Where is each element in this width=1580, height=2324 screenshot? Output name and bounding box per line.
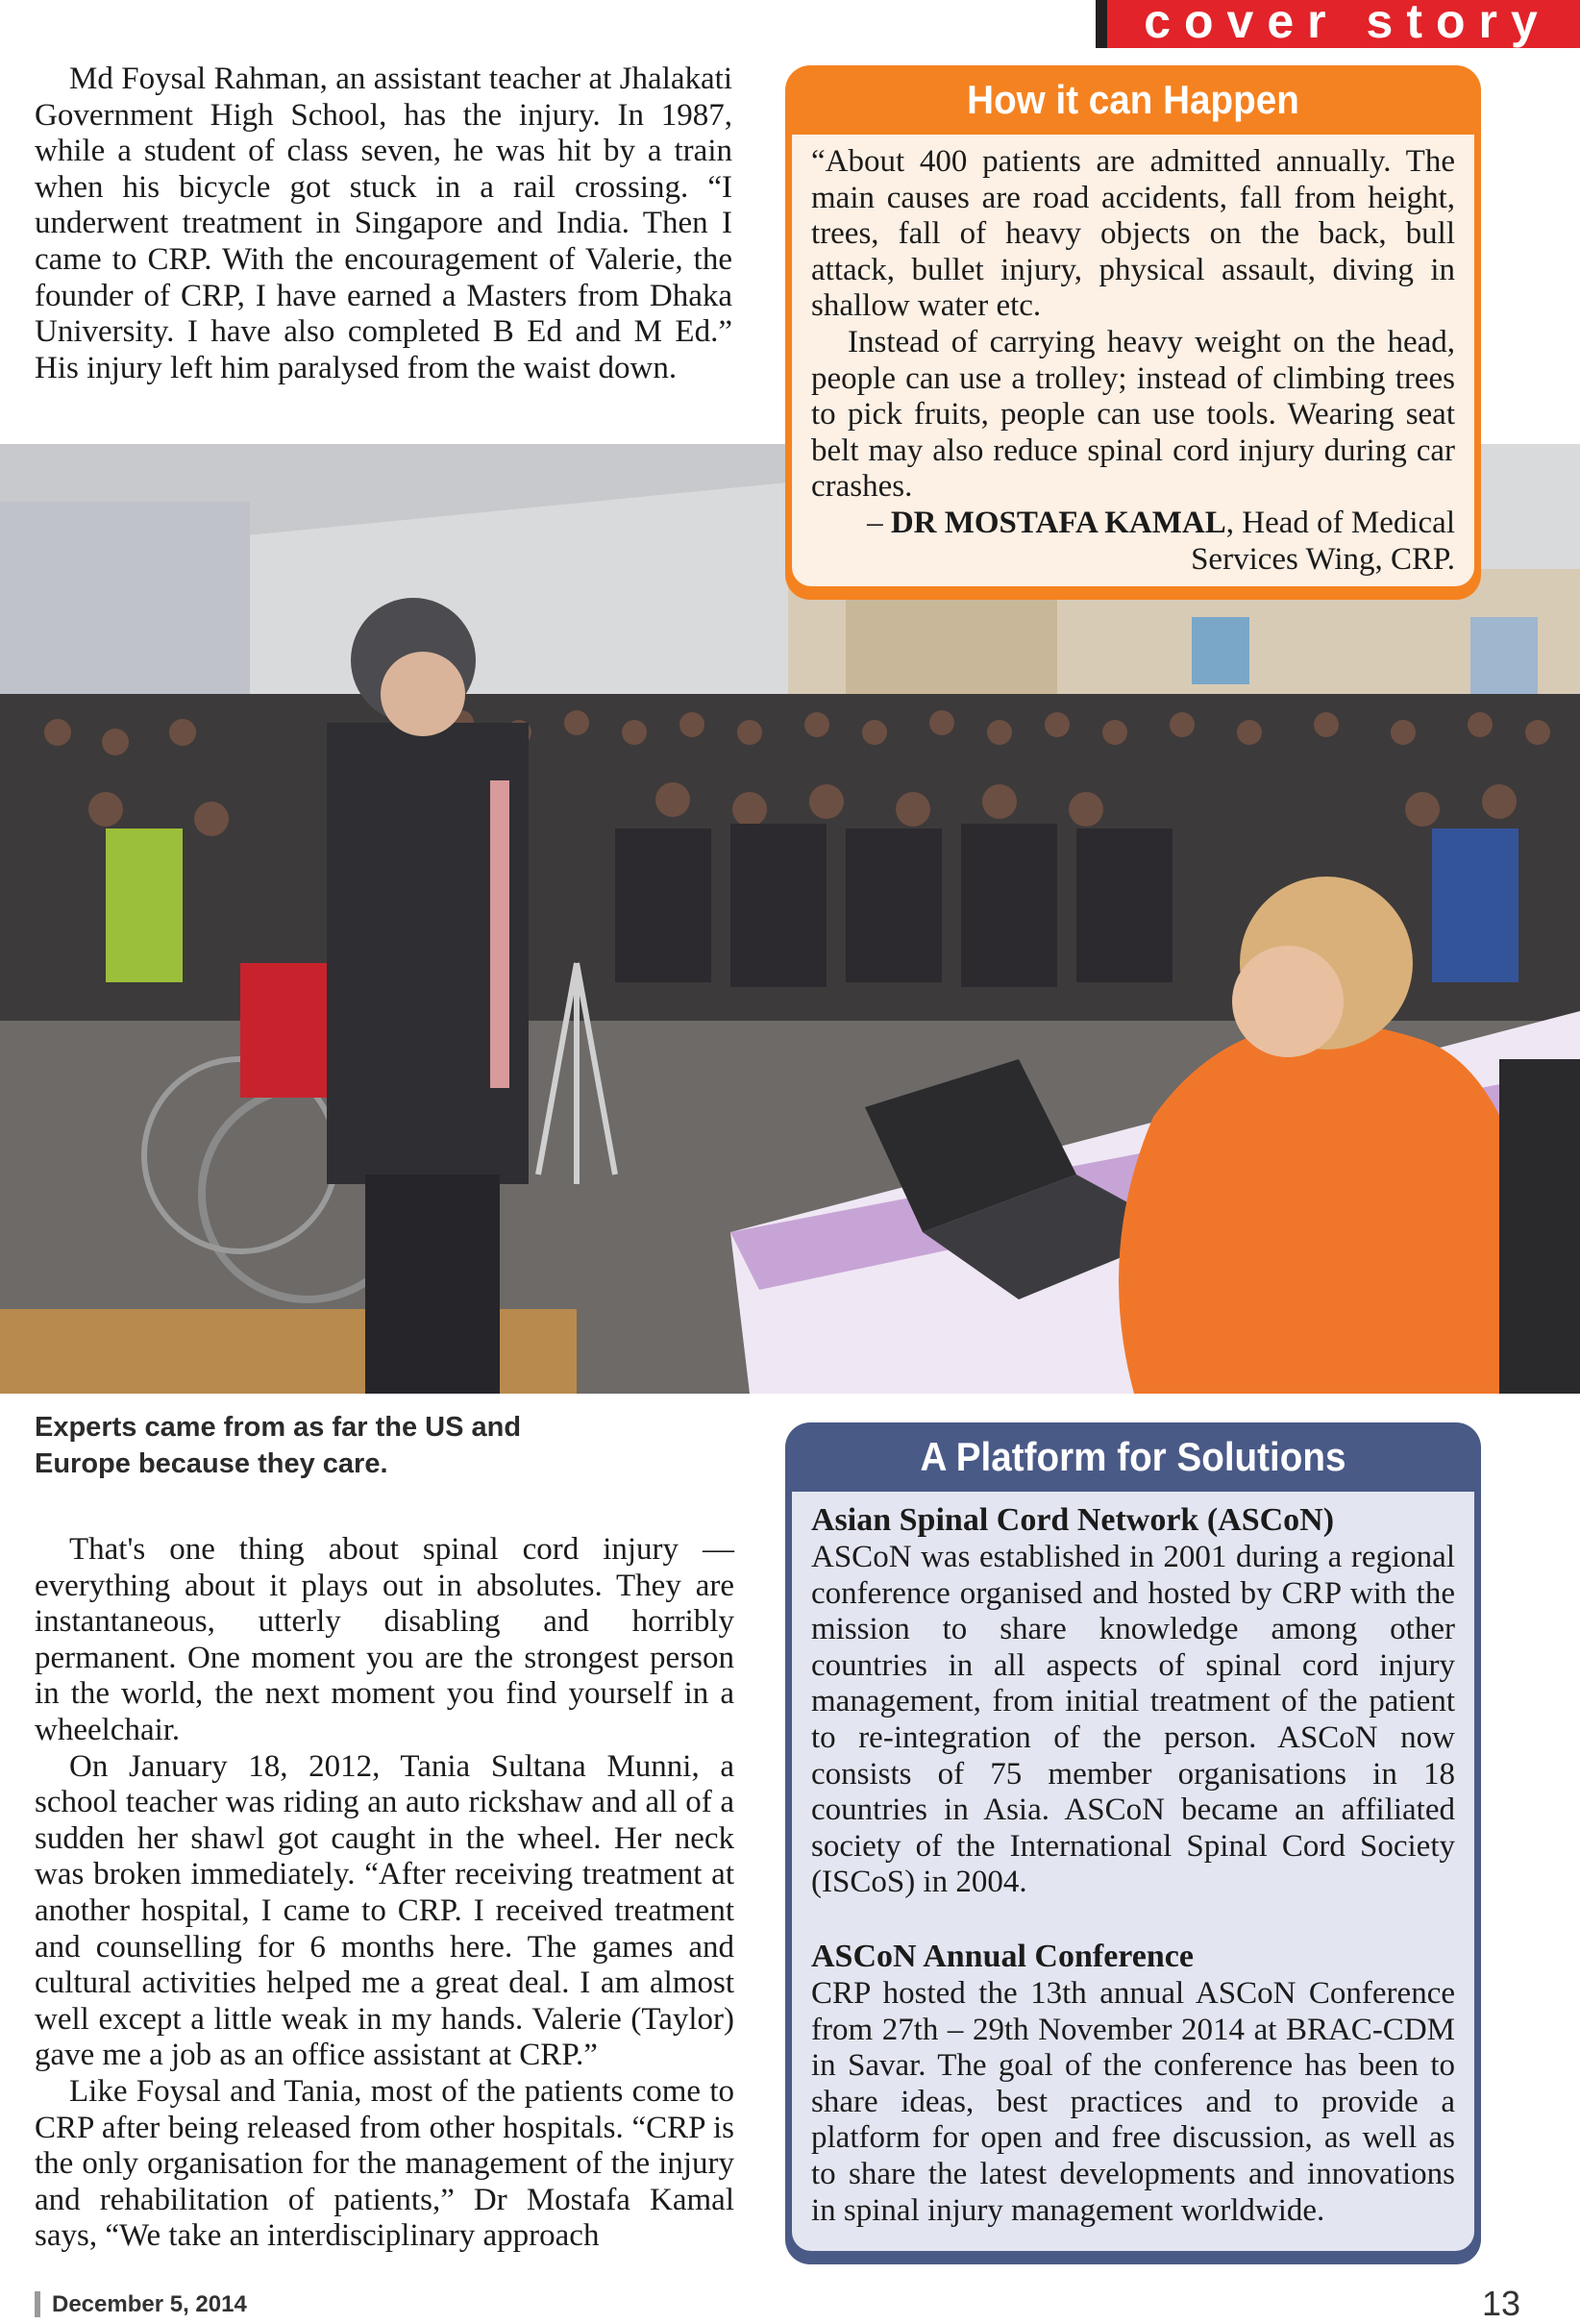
main-paragraph-1: That's one thing about spinal cord injury — everything about it plays out in absolutes. They are instantaneous, utterly disabling and horribly permanent. One moment you are the strongest person in the world, the next moment you find yourself in a wheelchair. (35, 1532, 734, 1747)
platform-body (792, 1492, 1474, 2251)
ascon-heading: Asian Spinal Cord Network (ASCoN) (811, 1502, 1335, 1538)
issue-date: December 5, 2014 (35, 2291, 247, 2317)
section-tag: cover story (1096, 0, 1580, 48)
happen-paragraph-2: Instead of carrying heavy weight on the head, people can use a trolley; instead of climbing trees to pick fruits, people can use tools. Wearing seat belt may also reduce spinal cord injury during car crashes. (811, 324, 1455, 505)
intro-paragraph: Md Foysal Rahman, an assistant teacher at Jhalakati Government High School, has the injury. In 1987, while a student of class seven, he was hit by a train when his bicycle got stuck in a rail crossing. “I underwent treatment in Singapore and India. Then I came to CRP. With the encouragement of Valerie, the founder of CRP, I have earned a Masters from Dhaka University. I have also completed B Ed and M Ed.” His injury left him paralysed from the waist down. (35, 62, 732, 385)
photo-caption: Experts came from as far the US and Europe because they care. (35, 1412, 522, 1479)
platform-for-solutions-box (785, 1422, 1481, 2264)
page-number: 13 (1481, 2284, 1520, 2323)
conference-heading: ASCoN Annual Conference (811, 1938, 1194, 1974)
main-paragraph-3: Like Foysal and Tania, most of the patients come to CRP after being released from other hospitals. “CRP is the only organisation for the management of the injury and rehabilitation of patients,” Dr Mostafa Kamal says, “We take an interdisciplinary approach (35, 2073, 734, 2254)
attribution-name: DR MOSTAFA KAMAL (890, 505, 1226, 540)
conference-paragraph: CRP hosted the 13th annual ASCoN Conference from 27th – 29th November 2014 at BRAC-CDM in Savar. The goal of the conference has been to share ideas, best practices and to provide a platform for open and free discussion, as well as to share the latest developments and innovations in spinal injury management worldwide. (811, 1975, 1455, 2228)
main-paragraph-2: On January 18, 2012, Tania Sultana Munni, a school teacher was riding an auto rickshaw and all of a sudden her shawl got caught in the wheel. Her neck was broken immediately. “After receiving treatment at another hospital, I came to CRP. I received treatment and counselling for 6 months here. The games and cultural activities helped me a great deal. I am almost well except a little weak in my hands. Valerie (Taylor) gave me a job as an office assistant at CRP.” (35, 1748, 734, 2073)
ascon-paragraph: ASCoN was established in 2001 during a regional conference organised and hosted by CRP with the mission to share knowledge among other countries in all aspects of spinal cord injury management, from initial treatment of the patient to re-integration of the person. ASCoN now consists of 75 member organisations in 18 countries in Asia. ASCoN became an affiliated society of the International Spinal Cord Society (ISCoS) in 2004. (811, 1540, 1455, 1900)
how-it-can-happen-body (792, 135, 1474, 586)
article-intro-column (35, 62, 732, 386)
happen-attribution (811, 506, 1455, 578)
platform-title: A Platform for Solutions (920, 1434, 1346, 1479)
article-main-column (35, 1532, 734, 2255)
how-it-can-happen-box (785, 65, 1481, 600)
happen-paragraph-1: “About 400 patients are admitted annually. The main causes are road accidents, fall from height, trees, fall of heavy objects on the back, bull attack, bullet injury, physical assault, diving in shallow water etc. (811, 144, 1455, 324)
attribution-dash: – (867, 505, 891, 540)
attribution-role: , Head of Medical Services Wing, CRP. (1191, 505, 1455, 577)
how-it-can-happen-title: How it can Happen (967, 77, 1299, 122)
